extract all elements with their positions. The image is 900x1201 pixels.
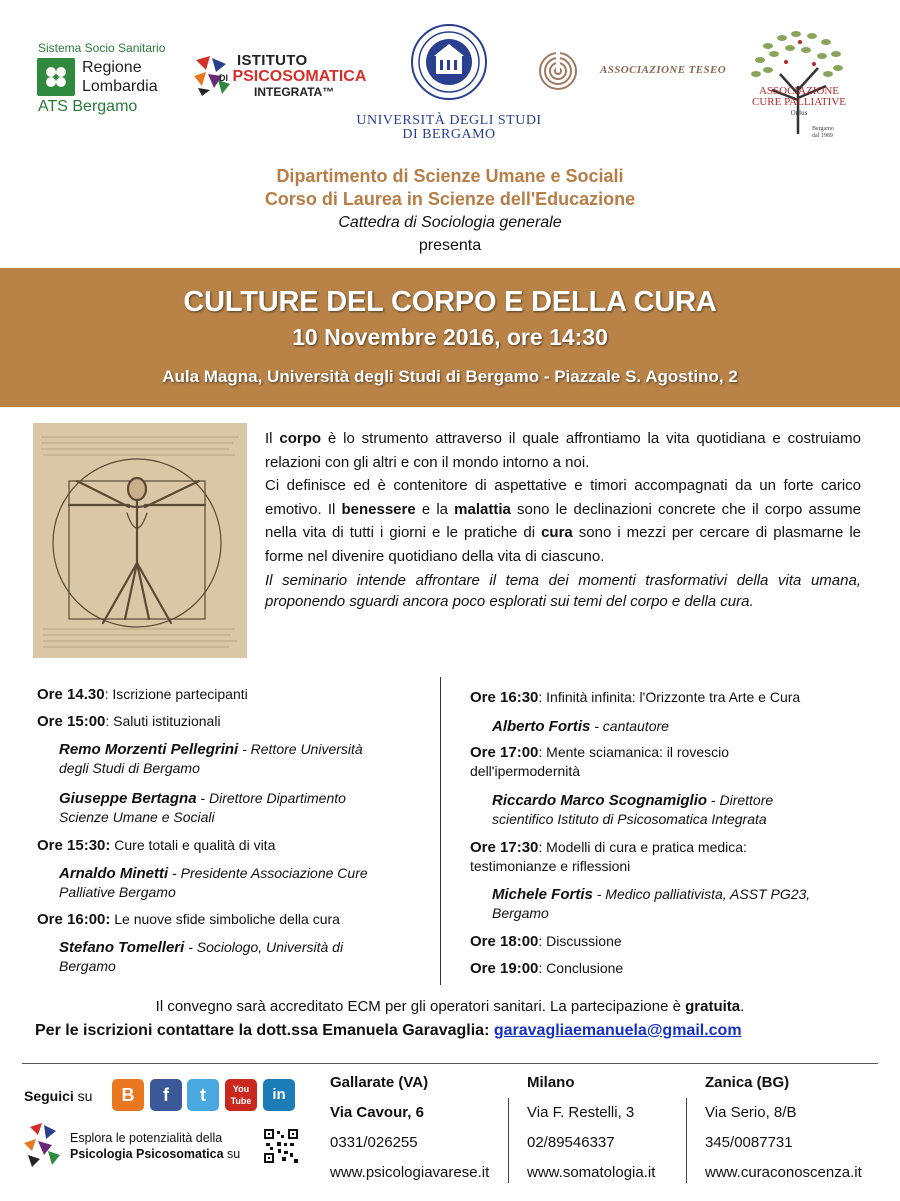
program-topic: Cure totali e qualità di vita: [110, 837, 276, 853]
office-gallarate: [330, 1074, 510, 1189]
speaker-name: Michele Fortis: [492, 886, 593, 903]
intro-keyword-malattia: malattia: [454, 500, 511, 518]
follow-us-bold: Seguici: [24, 1088, 74, 1104]
event-title: CULTURE DEL CORPO E DELLA CURA: [183, 286, 717, 318]
speaker-name: Stefano Tomelleri: [59, 939, 185, 956]
speaker-name: Giuseppe Bertagna: [59, 790, 197, 807]
twitter-icon[interactable]: t: [187, 1079, 219, 1111]
program-item: [470, 689, 800, 706]
speaker-role-line2: Bergamo: [492, 905, 549, 921]
program-right: [470, 683, 880, 983]
program-topic: : Iscrizione partecipanti: [104, 686, 248, 702]
intro-p1-a: Il: [265, 430, 280, 447]
speaker: [59, 864, 368, 901]
program-divider: [440, 677, 441, 985]
ecm-note-text: Il convegno sarà accreditato ECM per gli operatori sanitari. La partecipazione è: [155, 998, 686, 1015]
regione-name-line2: Lombardia: [82, 78, 158, 95]
psicosomatica-small-logo-icon: [24, 1123, 64, 1167]
cure-palliative-onlus: Onlus: [790, 109, 808, 117]
speaker: [59, 740, 363, 777]
office-website-link[interactable]: www.somatologia.it: [527, 1164, 656, 1181]
program-item: [470, 960, 623, 977]
follow-us-label: [24, 1088, 92, 1104]
speaker-role-line2: degli Studi di Bergamo: [59, 760, 200, 776]
speaker-role-line2: Scienze Umane e Sociali: [59, 809, 215, 825]
office-city: Gallarate (VA): [330, 1074, 429, 1091]
intro-paragraph-3: Il seminario intende affrontare il tema dei momenti trasformativi della vita umana, proponendo sguardi ancora poco esplorati sui temi del corpo e della cura.: [265, 572, 861, 610]
office-phone: 345/0087731: [705, 1134, 793, 1151]
explore-line1: Esplora le potenzialità della: [70, 1131, 223, 1145]
speaker-role-line2: Palliative Bergamo: [59, 884, 176, 900]
cure-palliative-sub: [812, 126, 852, 140]
program-left: [37, 683, 437, 983]
istituto-line2: [219, 68, 366, 86]
office-website-link[interactable]: www.curaconoscenza.it: [705, 1164, 862, 1181]
explore-text: [70, 1130, 240, 1162]
blogger-icon[interactable]: B: [112, 1079, 144, 1111]
program-time: Ore 16:00:: [37, 911, 111, 928]
university-name-line1: UNIVERSITÀ DEGLI STUDI: [356, 113, 542, 128]
program-topic-line2: dell'ipermodernità: [470, 763, 581, 779]
office-zanica: [705, 1074, 885, 1189]
associazione-teseo-name: ASSOCIAZIONE TESEO: [600, 64, 727, 76]
intro-p2-a: Ci definisce ed è contenitore di aspettative e timori accompagnati da un forte carico emotivo. Il: [265, 477, 861, 518]
speaker-role: - cantautore: [590, 718, 669, 734]
speaker-role: - Rettore Università: [238, 741, 363, 757]
regione-name-line1: Regione: [82, 59, 142, 76]
program-topic: : Modelli di cura e pratica medica:: [538, 839, 747, 855]
chair-heading: Cattedra di Sociologia generale: [338, 214, 562, 231]
program-topic: Le nuove sfide simboliche della cura: [110, 911, 340, 927]
program-time: Ore 17:00: [470, 744, 539, 761]
degree-heading: Corso di Laurea in Scienze dell'Educazione: [264, 189, 636, 209]
office-divider: [686, 1098, 687, 1183]
event-banner: [0, 268, 900, 407]
program-item: [470, 838, 747, 875]
ats-bergamo-label: ATS Bergamo: [38, 98, 138, 115]
program-item: [37, 911, 340, 928]
university-name-line2: DI BERGAMO: [402, 127, 496, 142]
footer-rule: [22, 1063, 878, 1064]
program-item: [37, 686, 248, 703]
program-item: [37, 713, 221, 730]
speaker-role: - Medico palliativista, ASST PG23,: [592, 886, 811, 902]
explore-bold: Psicologia Psicosomatica: [70, 1147, 224, 1161]
ecm-note: [0, 998, 900, 1015]
program-time: Ore 17:30: [470, 839, 539, 856]
event-date: 10 Novembre 2016, ore 14:30: [292, 324, 608, 350]
contact-note: [35, 1022, 742, 1040]
office-address: Via Serio, 8/B: [705, 1104, 797, 1121]
office-city: Milano: [527, 1074, 575, 1091]
ecm-note-free: gratuita: [685, 998, 741, 1015]
regione-lombardia-name: [82, 58, 182, 96]
program-item: [37, 837, 275, 854]
intro-p1-c: è lo strumento attraverso il quale affrontiamo la vita quotidiana e costruiamo relazioni con gli altri e con il mondo intorno a noi.: [265, 430, 861, 471]
vitruvian-man-image: [33, 423, 247, 658]
cure-palliative-sub1: Bergamo: [812, 126, 834, 132]
speaker: [492, 717, 669, 736]
cure-palliative-name: [740, 86, 858, 119]
explore-line2: [70, 1146, 240, 1162]
speaker-role-line2: scientifico Istituto di Psicosomatica Integrata: [492, 811, 767, 827]
program-time: Ore 16:30: [470, 689, 539, 706]
istituto-line3: INTEGRATA™: [254, 85, 335, 99]
speaker-name: Arnaldo Minetti: [59, 865, 169, 882]
contact-note-text: Per le iscrizioni contattare la dott.ssa Emanuela Garavaglia:: [35, 1022, 494, 1039]
speaker-role: - Direttore Dipartimento: [196, 790, 346, 806]
intro-p2-c: e la: [415, 500, 455, 518]
speaker-name: Remo Morzenti Pellegrini: [59, 741, 239, 758]
university-seal-icon: [410, 22, 488, 102]
intro-keyword-corpo: corpo: [279, 430, 322, 447]
explore-rest: su: [223, 1147, 241, 1161]
cure-palliative-line2: CURE PALLIATIVE: [751, 96, 846, 108]
youtube-icon[interactable]: You Tube: [225, 1079, 257, 1111]
speaker: [59, 789, 346, 826]
ecm-note-end: .: [740, 998, 745, 1015]
program-time: Ore 14.30: [37, 686, 105, 703]
program-topic: : Conclusione: [538, 960, 624, 976]
program-topic: : Discussione: [538, 933, 622, 949]
university-name: [340, 114, 558, 142]
cure-palliative-sub2: dal 1989: [812, 133, 833, 139]
istituto-line2-main: PSICOSOMATICA: [232, 68, 367, 85]
speaker-role: - Presidente Associazione Cure: [168, 865, 368, 881]
office-phone: 02/89546337: [527, 1134, 615, 1151]
linkedin-icon[interactable]: in: [263, 1079, 295, 1111]
program-topic-line2: testimonianze e riflessioni: [470, 858, 631, 874]
speaker-name: Riccardo Marco Scognamiglio: [492, 792, 708, 809]
presents-label: presenta: [418, 237, 482, 254]
speaker-role: - Sociologo, Università di: [184, 939, 344, 955]
program-time: Ore 19:00: [470, 960, 539, 977]
cure-palliative-line1: ASSOCIAZIONE: [758, 85, 840, 97]
event-place: Aula Magna, Università degli Studi di Bergamo - Piazzale S. Agostino, 2: [162, 367, 738, 386]
speaker-role-line2: Bergamo: [59, 958, 116, 974]
program-time: Ore 15:00: [37, 713, 106, 730]
intro-p2-g: sono i mezzi per cercare di plasmarne le forme nel divenire quotidiano della vita di ciascuno.: [265, 524, 861, 565]
regione-top-line: Sistema Socio Sanitario: [38, 41, 166, 55]
speaker: [59, 938, 343, 975]
office-address: Via F. Restelli, 3: [527, 1104, 635, 1121]
intro-paragraph-1: [265, 427, 861, 474]
office-phone: 0331/026255: [330, 1134, 418, 1151]
department-heading: Dipartimento di Scienze Umane e Sociali: [276, 166, 624, 186]
program-time: Ore 15:30:: [37, 837, 111, 854]
office-milano: [527, 1074, 687, 1189]
speaker: [492, 885, 810, 922]
istituto-line2-small: DI: [219, 73, 228, 83]
intro-p2-e: sono le declinazioni concrete che il corpo assume nella vita di tutti i giorni e le pratiche di: [265, 500, 861, 541]
labyrinth-icon: [538, 51, 578, 91]
follow-us-rest: su: [73, 1088, 93, 1104]
speaker-role: - Direttore: [707, 792, 774, 808]
facebook-icon[interactable]: f: [150, 1079, 182, 1111]
program-item: [470, 743, 729, 780]
office-website-link[interactable]: www.psicologiavarese.it: [330, 1164, 490, 1181]
istituto-line1: ISTITUTO: [237, 52, 308, 69]
intro-keyword-cura: cura: [541, 524, 573, 541]
program-topic: : Infinità infinita: l'Orizzonte tra Arte e Cura: [538, 689, 801, 705]
intro-paragraph-2: [265, 474, 861, 568]
speaker: [492, 791, 773, 828]
program-topic: : Saluti istituzionali: [105, 713, 221, 729]
qr-code-icon[interactable]: [264, 1129, 298, 1163]
program-item: [470, 933, 622, 950]
office-divider: [508, 1098, 509, 1183]
speaker-name: Alberto Fortis: [492, 718, 591, 735]
program-time: Ore 18:00: [470, 933, 539, 950]
office-city: Zanica (BG): [705, 1074, 790, 1091]
contact-email-link[interactable]: garavagliaemanuela@gmail.com: [493, 1022, 742, 1039]
program-topic: : Mente sciamanica: il rovescio: [538, 744, 730, 760]
intro-text: [265, 427, 861, 612]
office-address: Via Cavour, 6: [330, 1104, 424, 1121]
regione-lombardia-logo-icon: [37, 58, 75, 96]
intro-keyword-benessere: benessere: [341, 500, 416, 518]
